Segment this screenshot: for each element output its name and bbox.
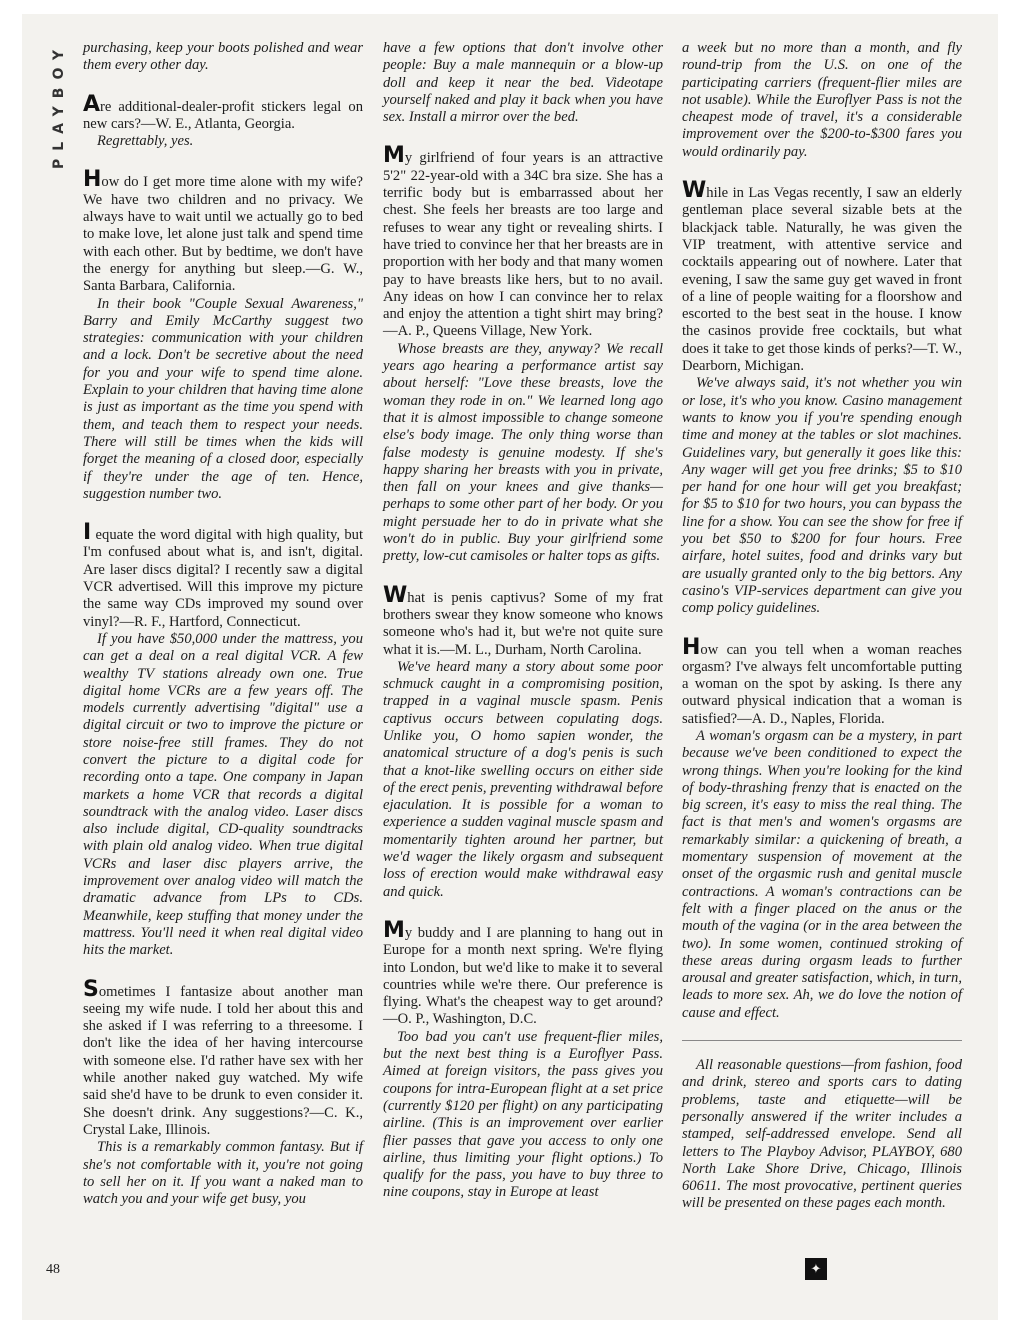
reader-question xyxy=(682,178,962,375)
question-text: equate the word digital with high quality, but I'm confused about what is, and isn't, digital. Are laser discs digital? I recently saw a digital VCR advertised. Will this improve my picture the same way CDs improved my sound over vinyl?—R. F., Hartford, Connecticut. xyxy=(83,527,363,630)
advisor-answer: If you have $50,000 under the mattress, you can get a deal on a real digital VCR. A few wealthy TV stations already own one. True digital home VCRs are a few years off. The models currently advertising "digital" use a digital circuit or two to improve the picture or store noise-free still frames. They do not convert the picture to a digital code for recording onto a tape. One company in Japan markets a home VCR that records a digital soundtrack with the analog video. Laser discs also include digital, CD-quality soundtracks with plain old analog video. When true digital VCRs and laser disc players arrive, the improvement over analog video will match the dramatic advance from LPs to CDs. Meanwhile, keep stuffing that money under the mattress. You'll need it when real digital video hits the market. xyxy=(83,630,363,959)
drop-initial: S xyxy=(83,976,99,1002)
column-3 xyxy=(682,40,962,1213)
drop-initial: W xyxy=(383,582,408,608)
question-text: ow can you tell when a woman reaches orgasm? I've always felt uncomfortable putting a woman on the spot by asking. Is there any outward physical indication that a woman is satisfied?—A. D., Naples, Florida. xyxy=(682,641,962,727)
advisor-answer: Regrettably, yes. xyxy=(97,133,194,150)
drop-initial: I xyxy=(83,520,92,546)
drop-initial: M xyxy=(383,917,405,943)
advisor-answer: purchasing, keep your boots polished and wear them every other day. xyxy=(83,40,363,74)
reader-question xyxy=(83,976,363,1140)
page-number: 48 xyxy=(46,1262,60,1277)
advisor-answer: a week but no more than a month, and fly round-trip from the U.S. on one of the participating carriers (frequent-flier miles are not usable). While the Euroflyer Pass is not the cheapest mode of travel, it's a considerable improvement over the $200-to-$300 fares you would ordinarily pay. xyxy=(682,40,962,160)
advisor-answer: A woman's orgasm can be a mystery, in part because we've been conditioned to expect the wrong things. When you're looking for the kind of body-thrashing frenzy that is enacted on the big screen, it's easy to miss the real thing. The fact is that men's and women's orgasms are remarkably similar: a quickening of breath, a momentary suspension of movement at the onset of the orgasmic rush and genital muscle contractions. A woman's contractions can be felt with a finger placed on the anus or the mouth of the vagina (or in the area between the two). In some women, continued stroking of these areas during orgasm leads to further arousal and greater satisfaction, which, in turn, leads to more sex. Ah, we do love the notion of cause and effect. xyxy=(682,727,962,1021)
drop-initial: A xyxy=(83,91,101,117)
reader-question xyxy=(682,634,962,728)
drop-initial: H xyxy=(83,167,102,193)
question-text: ow do I get more time alone with my wife? We have two children and no privacy. We always have to wait until we actually go to bed to make love, let alone just talk and spend time with each other. But by bedtime, we don't have the energy for anything but sleep.—G. W., Santa Barbara, California. xyxy=(83,174,363,295)
rabbit-logo-icon: ✦ xyxy=(805,1258,827,1280)
advisor-answer: We've heard many a story about some poor schmuck caught in a compromising position, trapped in a vaginal muscle spasm. Penis captivus occurs between copulating dogs. Unlike you, O homo sapien wonder, the anatomical structure of a dog's penis is such that a knot-like swelling occurs on either side of the erect penis, preventing withdrawal before ejaculation. It is possible for a woman to experience a sudden vaginal muscle spasm and momentarily tighten around her partner, but we'd wager the likely orgasm and subsequent loss of erection would make withdrawal easy and quick. xyxy=(383,658,663,900)
reader-question xyxy=(383,917,663,1029)
question-text: hile in Las Vegas recently, I saw an elderly gentleman place several sizable bets at the blackjack table. Naturally, he was given the VIP treatment, with attentive service and cocktails appearing out of nowhere. Later that evening, I saw the same guy get waved in front of a line of people waiting for a floorshow and escorted to the best seat in the house. I know the casinos provide free cocktails, but what does it take to get those kinds of perks?—T. W., Dearborn, Michigan. xyxy=(682,185,962,375)
advisor-answer: have a few options that don't involve other people: Buy a male mannequin or a blow-up doll and keep it near the bed. Videotape yourself naked and play it back when you have sex. Install a mirror over the bed. xyxy=(383,40,663,126)
drop-initial: W xyxy=(682,178,707,204)
reader-question xyxy=(383,143,663,340)
question-text: ometimes I fantasize about another man seeing my wife nude. I told her about this and she asked if I was referring to a threesome. I don't like the idea of her having intercourse with someone else. I'd rather have sex with her while another naked guy watched. My wife said she'd have to be drunk to even consider it. She doesn't drink. Any suggestions?—C. K., Crystal Lake, Illinois. xyxy=(83,983,363,1138)
column-1 xyxy=(83,40,363,1208)
reader-question xyxy=(383,582,663,659)
drop-initial: M xyxy=(383,143,405,169)
advisor-answer: Whose breasts are they, anyway? We recall years ago hearing a performance artist say about herself: "Love these breasts, love the woman they rode in on." We learned long ago that it is almost impossible to change someone else's body image. The only thing worse than false modesty is genuine modesty. If she's happy sharing her breasts with you in private, then fall on your knees and give thanks—perhaps to some other part of her body. Or you might persuade her to do in private what she won't do in public. Buy your girlfriend some pretty, low-cut camisoles or halter tops as gifts. xyxy=(383,340,663,565)
magazine-running-head: PLAYBOY xyxy=(51,42,67,170)
reader-question xyxy=(83,91,363,134)
advisor-answer: We've always said, it's not whether you win or lose, it's who you know. Casino management wants to know you if you're spending enough time and money at the tables or slot machines. Guidelines vary, but generally it goes like this: Any wager will get you free drinks; $5 to $10 per hand for one hour will get you breakfast; for $5 to $10 for two hours, you can bypass the line for a show. You can see the show for free if you bet $50 to $200 for four hours. Free airfare, hotel suites, food and drinks vary but are usually granted only to the big bettors. Any casino's VIP-services department can give you comp policy guidelines. xyxy=(682,375,962,617)
advisor-answer: Too bad you can't use frequent-flier miles, but the next best thing is a Euroflyer Pass. Aimed at foreign visitors, the pass gives you coupons for intra-European flight at a set price (currently $120 per flight) on any participating airline. (This is an improvement over earlier flier passes that gave you access to only one airline, thus limiting your flight options.) To qualify for the pass, you have to buy three to nine coupons, stay in Europe at least xyxy=(383,1028,663,1201)
drop-initial: H xyxy=(682,634,701,660)
reader-question xyxy=(83,167,363,295)
column-2 xyxy=(383,40,663,1202)
question-text: y buddy and I are planning to hang out in Europe for a month next spring. We're flying into London, but we'd like to make it to several countries while we're there. Our preference is flying. What's the cheapest way to get around?—O. P., Washington, D.C. xyxy=(383,924,663,1028)
question-text: hat is penis captivus? Some of my frat brothers swear they know someone who knows someone who's had it, but we're not quite sure what it is.—M. L., Durham, North Carolina. xyxy=(383,589,663,658)
closing-note: All reasonable questions—from fashion, food and drink, stereo and sports cars to dating problems, taste and etiquette—will be personally answered if the writer includes a stamped, self-addressed envelope. Send all letters to The Playboy Advisor, PLAYBOY, 680 North Lake Shore Drive, Chicago, Illinois 60611. The most provocative, pertinent queries will be presented on these pages each month. xyxy=(682,1040,962,1213)
advisor-answer: This is a remarkably common fantasy. But if she's not comfortable with it, you're not going to sell her on it. If you want a naked man to watch you and your wife get busy, you xyxy=(83,1139,363,1208)
question-text: y girlfriend of four years is an attractive 5'2" 22-year-old with a 34C bra size. She has a terrific body but is embarrassed about her chest. She feels her breasts are too large and refuses to wear any tight or revealing shirts. I have tried to convince her that her breasts are in proportion with her body and that many women pay to have breasts like hers, but to no avail. Any ideas on how I can convince her to relax and enjoy the attention a tight shirt may bring?—A. P., Queens Village, New York. xyxy=(383,150,663,340)
question-text: re additional-dealer-profit stickers legal on new cars?—W. E., Atlanta, Georgia. xyxy=(83,98,363,132)
reader-question xyxy=(83,520,363,631)
advisor-answer: In their book "Couple Sexual Awareness," Barry and Emily McCarthy suggest two strategies: communication with your children and a lock. Don't be secretive about the need for you and your wife to spend time alone. Explain to your children that having time alone is just as important as the time you spend with them, and teach them to respect your needs. There will still be times when the kids will forget the meaning of a closed door, especially if they're under the age of ten. Hence, suggestion number two. xyxy=(83,295,363,502)
